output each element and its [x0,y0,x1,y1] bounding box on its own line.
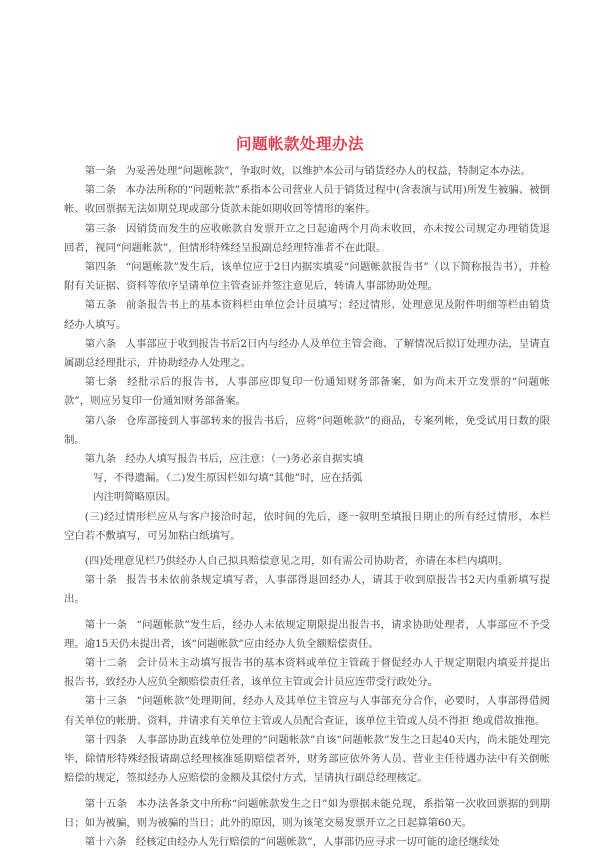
article-8 [64,412,550,450]
article-text: 报告书未依前条规定填写者，人事部得退回经办人，请其于收到原报告书2天内重新填写提出。 [64,574,551,606]
article-9-line-3: 内注明简略原因。 [93,491,177,504]
article-9-line-2: 写，不得遗漏。（二)发生原因栏如勾填“其他”时，应在括弧 [93,472,363,485]
article-text: 本办法所称的“问题帐款”系指本公司营业人员于销货过程中(含表演与试用)所发生被骗、被倒帐、收回票据无法如期兑现或部分货款未能如期收回等情形的案件。 [64,184,550,216]
article-number: 第十三条 [84,695,128,708]
article-3 [64,220,550,258]
article-text: 会计员未主动填写报告书的基本资料或单位主管疏于督促经办人于规定期限内填妥并提出报告书，致经办人应负全额赔偿责任者，该单位主管或会计员应连带受行政处分。 [64,657,551,689]
article-number: 第七条 [84,376,118,389]
article-number: 第八条 [84,414,117,427]
article-number: 第二条 [84,184,117,197]
article-text: 前条报告书上的基本资料栏由单位会计员填写；经过情形、处理意见及附件明细等栏由销货经办人填写。 [64,299,551,331]
article-text: 仓库部接到人事部转来的报告书后，应将“问题帐款”的商品，专案列帐，免受试用日数的限制。 [64,414,551,446]
article-text: 因销货而发生的应收帐款自发票开立之日起逾两个月尚未收回，亦未按公司规定办理销货退回者，视同“问题帐款”，但情形特殊经呈报副总经理特准者不在此限。 [64,222,551,254]
article-number: 第六条 [84,337,117,350]
article-text: 经核定由经办人先行赔偿的“问题帐款”，人事部仍应寻求一切可能的途径继续处 [135,835,500,848]
article-9 [64,450,550,469]
article-9-item-3: (三)经过情形栏应从与客户接洽时起，依时间的先后，逐一叙明至填报日期止的所有经过情形，本栏空白若不敷填写，可另加粘白纸填写。 [64,510,550,542]
article-number: 第十条 [84,574,117,587]
article-number: 第一条 [84,165,116,177]
article-number: 第十二条 [84,657,128,670]
article-text: 人事部协助直线单位处理的“问题帐款”自该“问题帐款”发生之日起40天内，尚未能处理完毕，除情形特殊经报请副总经理核准延期赔偿者外，财务部应依外务人员、营业主任待遇办法中有关倒帐赔偿的规定，签拟经办人应赔偿的金额及其偿付方式，呈请执行副总经理核定。 [64,733,551,785]
article-number: 第十一条 [84,618,128,631]
article-16 [64,833,550,852]
article-text: 本办法各条文中所称“问题帐款发生之日”如为票据未能兑现，系指第一次收回票据的到期日；如为被骗，则为被骗的当日；此外的原因，则为该笔交易发票开立之日起算第60天。 [64,797,551,829]
article-number: 第十五条 [84,797,128,810]
document-body [64,162,550,852]
article-14 [64,731,550,789]
article-text: 人事部应于收到报告书后2日内与经办人及单位主管会商、了解情况后拟订处理办法，呈请直属副总经理批示，并协助经办人处理之。 [64,337,550,370]
article-number: 第九条 [84,453,116,466]
article-text: “问题帐款”处理期间，经办人及其单位主管应与人事部充分合作，必要时，人事部得借阅有关单位的帐册、资料，并请求有关单位主管或人员配合查证，该单位主管或人员不得拒 绝或借故推拖。 [64,695,551,727]
article-number: 第三条 [84,222,117,235]
article-6 [64,335,550,373]
article-15 [64,795,550,833]
document-title: 问题帐款处理办法 [235,135,364,153]
article-9-item-4: (四)处理意见栏乃供经办人自己拟具赔偿意见之用，如有需公司协助者，亦请在本栏内填明。 [84,555,509,568]
article-number: 第十四条 [84,733,127,746]
article-number: 第四条 [84,261,117,274]
article-11 [64,616,550,654]
article-1 [64,162,550,181]
article-13 [64,692,550,730]
article-text: “问题帐款”发生后，该单位应于2日内据实填妥“问题帐款报告书”（以下简称报告书），并检附有关证据、资料等依序呈请单位主管查证并签注意见后，转请人事部协助处理。 [64,261,551,293]
article-5 [64,296,550,334]
article-text: “问题帐款”发生后，经办人未依规定期限提出报告书，请求协助处理者，人事部应不予受理。逾15天仍未提出者，该“问题帐款”应由经办人负全额赔偿责任。 [64,618,551,650]
article-7 [64,373,550,411]
article-text: 经办人填写报告书后，应注意：（一)务必亲自据实填 [125,453,364,466]
article-text: 经批示后的报告书，人事部应即复印一份通知财务部备案，如为尚未开立发票的“问题帐款”，则应另复印一份通知财务部备案。 [64,376,550,408]
article-4 [64,258,550,296]
article-text: 为妥善处理“问题帐款”，争取时效，以维护本公司与销货经办人的权益，特制定本办法。 [125,165,531,177]
article-10 [64,571,550,609]
article-12 [64,654,550,692]
article-number: 第十六条 [84,835,127,848]
article-2 [64,181,550,219]
article-number: 第五条 [84,299,117,312]
